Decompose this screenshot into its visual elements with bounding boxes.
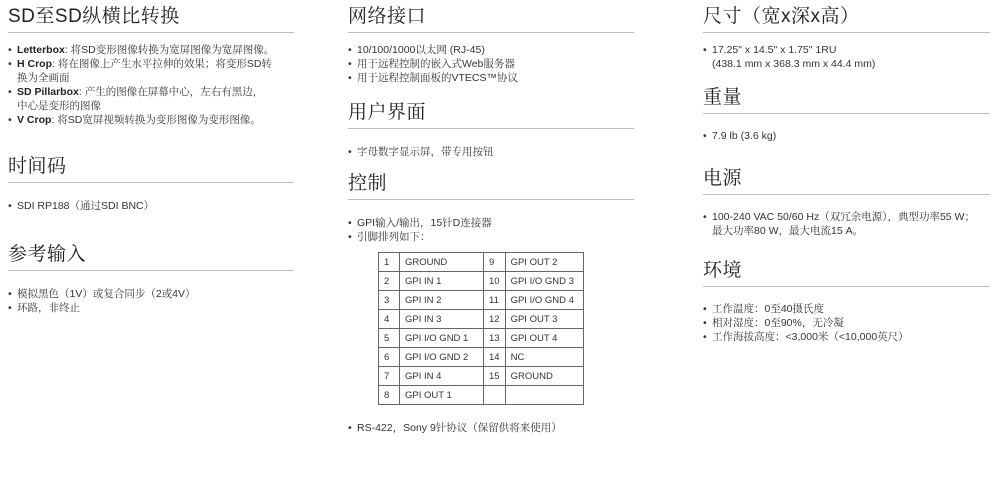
- list-item: • GPI输入/输出，15针D连接器: [348, 216, 634, 230]
- pin-name-cell: NC: [505, 348, 583, 367]
- section-weight: [703, 81, 990, 143]
- table-row: [379, 291, 584, 310]
- sd-conversion-list: [8, 43, 294, 127]
- control-footer-list: [348, 421, 634, 435]
- list-item: • 引脚排列如下：: [348, 230, 634, 244]
- pin-name-cell: GROUND: [400, 253, 484, 272]
- section-timecode: [8, 150, 294, 213]
- pinout-table: [378, 252, 584, 405]
- section-control: [348, 167, 634, 435]
- list-item: • 100-240 VAC 50/60 Hz（双冗余电源），典型功率55 W；: [703, 210, 990, 224]
- list-item: • 字母数字显示屏，带专用按钮: [348, 145, 634, 159]
- section-title: 环境: [703, 254, 990, 287]
- pin-name-cell: GPI IN 3: [400, 310, 484, 329]
- dimensions-list: [703, 43, 990, 71]
- table-row: [379, 329, 584, 348]
- list-item: • Letterbox: 将SD变形图像转换为宽屏图像为宽屏图像。: [8, 43, 294, 57]
- list-item: • H Crop: 将在图像上产生水平拉伸的效果；将变形SD转: [8, 57, 294, 71]
- section-title: 控制: [348, 167, 634, 200]
- pin-number-cell: 14: [484, 348, 506, 367]
- section-title: 时间码: [8, 150, 294, 183]
- pin-name-cell: GPI OUT 3: [505, 310, 583, 329]
- list-item: • SD Pillarbox: 产生的图像在屏幕中心，左右有黑边，: [8, 85, 294, 99]
- section-power: [703, 162, 990, 238]
- list-item: • 工作海拔高度：<3,000米（<10,000英尺）: [703, 330, 990, 344]
- section-title: 重量: [703, 81, 990, 114]
- control-list: [348, 216, 634, 244]
- pin-number-cell: 6: [379, 348, 400, 367]
- section-reference: [8, 238, 294, 315]
- section-title: 电源: [703, 162, 990, 195]
- timecode-list: [8, 199, 294, 213]
- list-item: • SDI RP188（通过SDI BNC）: [8, 199, 294, 213]
- list-item: • 用于远程控制的嵌入式Web服务器: [348, 57, 634, 71]
- pin-number-cell: 12: [484, 310, 506, 329]
- pin-name-cell: GPI I/O GND 1: [400, 329, 484, 348]
- list-item-continuation: (438.1 mm x 368.3 mm x 44.4 mm): [712, 58, 876, 70]
- list-item: • 7.9 lb (3.6 kg): [703, 129, 990, 143]
- section-dimensions: [703, 0, 990, 71]
- pin-number-cell: 13: [484, 329, 506, 348]
- pin-name-cell: GPI I/O GND 2: [400, 348, 484, 367]
- section-title: 参考输入: [8, 238, 294, 271]
- list-item-continuation: 最大功率80 W，最大电流15 A。: [712, 225, 864, 237]
- pin-name-cell: GPI IN 1: [400, 272, 484, 291]
- list-item: • 相对湿度：0至90%，无冷凝: [703, 316, 990, 330]
- column-left: [8, 0, 294, 315]
- weight-list: [703, 129, 990, 143]
- section-title: 用户界面: [348, 96, 634, 129]
- pin-number-cell: 5: [379, 329, 400, 348]
- section-title: SD至SD纵横比转换: [8, 0, 294, 33]
- pin-name-cell: GROUND: [505, 367, 583, 386]
- table-row: [379, 367, 584, 386]
- list-item: • 环路，非终止: [8, 301, 294, 315]
- pin-name-cell: GPI I/O GND 3: [505, 272, 583, 291]
- table-row: [379, 386, 584, 405]
- environment-list: [703, 302, 990, 344]
- pin-name-cell: GPI OUT 2: [505, 253, 583, 272]
- pin-number-cell: 8: [379, 386, 400, 405]
- pin-name-cell: GPI OUT 4: [505, 329, 583, 348]
- section-ui: [348, 96, 634, 159]
- table-row: [379, 272, 584, 291]
- list-item: • RS-422，Sony 9针协议（保留供将来使用）: [348, 421, 634, 435]
- list-item: • 10/100/1000以太网 (RJ-45): [348, 43, 634, 57]
- pin-number-cell: 9: [484, 253, 506, 272]
- ui-list: [348, 145, 634, 159]
- list-item: • 用于远程控制面板的VTECS™协议: [348, 71, 634, 85]
- table-row: [379, 310, 584, 329]
- list-item: • 模拟黑色（1V）或复合同步（2或4V）: [8, 287, 294, 301]
- section-sd-conversion: [8, 0, 294, 127]
- list-item-continuation: 换为全画面: [17, 72, 70, 84]
- list-item-continuation: 中心是变形的图像: [17, 100, 101, 112]
- pin-name-cell: [505, 386, 583, 405]
- pin-number-cell: 7: [379, 367, 400, 386]
- pin-number-cell: 4: [379, 310, 400, 329]
- pin-number-cell: 3: [379, 291, 400, 310]
- pin-number-cell: 1: [379, 253, 400, 272]
- column-right: [703, 0, 990, 344]
- pin-number-cell: 2: [379, 272, 400, 291]
- pin-number-cell: 15: [484, 367, 506, 386]
- pin-number-cell: 10: [484, 272, 506, 291]
- power-list: [703, 210, 990, 238]
- reference-list: [8, 287, 294, 315]
- network-list: [348, 43, 634, 85]
- column-middle: [348, 0, 634, 435]
- section-environment: [703, 254, 990, 344]
- section-network: [348, 0, 634, 85]
- pin-name-cell: GPI IN 2: [400, 291, 484, 310]
- table-row: [379, 253, 584, 272]
- pin-name-cell: GPI I/O GND 4: [505, 291, 583, 310]
- list-item: • 17.25" x 14.5" x 1.75" 1RU: [703, 43, 990, 57]
- pin-number-cell: [484, 386, 506, 405]
- pin-name-cell: GPI OUT 1: [400, 386, 484, 405]
- list-item: • 工作温度：0至40摄氏度: [703, 302, 990, 316]
- section-title: 网络接口: [348, 0, 634, 33]
- table-row: [379, 348, 584, 367]
- section-title: 尺寸（宽x深x高）: [703, 0, 990, 33]
- list-item: • V Crop: 将SD宽屏视频转换为变形图像为变形图像。: [8, 113, 294, 127]
- pin-name-cell: GPI IN 4: [400, 367, 484, 386]
- pin-number-cell: 11: [484, 291, 506, 310]
